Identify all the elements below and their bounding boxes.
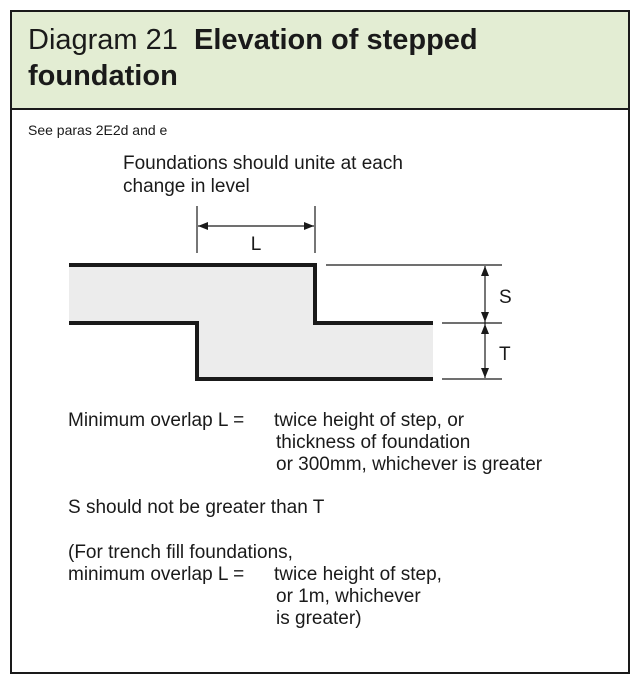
overlap-lead: Minimum overlap L =: [68, 410, 245, 431]
label-t: T: [499, 344, 511, 365]
overlap-line-3: or 300mm, whichever is greater: [276, 454, 543, 475]
dim-l-arrow-left: [198, 222, 208, 230]
s-rule: S should not be greater than T: [68, 497, 325, 518]
note-unite-levels: Foundations should unite at each change in level: [123, 153, 403, 197]
diagram-frame: [10, 10, 630, 674]
dim-t-arrow-bottom: [481, 368, 489, 378]
upper-foundation-block: [69, 265, 317, 323]
trench-line-3: is greater): [276, 608, 362, 629]
trench-lead: minimum overlap L =: [68, 564, 245, 585]
lower-foundation-block: [197, 323, 433, 379]
dim-t-arrow-top: [481, 324, 489, 334]
overlap-line-1: twice height of step, or: [274, 410, 465, 431]
paragraph-reference: See paras 2E2d and e: [28, 122, 168, 138]
diagram-number: Diagram 21: [28, 24, 178, 56]
trench-line-1: twice height of step,: [274, 564, 442, 585]
dim-s-arrow-top: [481, 266, 489, 276]
label-s: S: [499, 287, 512, 308]
diagram-name: Elevation of stepped foundation: [28, 24, 478, 92]
trench-line-0: (For trench fill foundations,: [68, 542, 293, 563]
trench-line-2: or 1m, whichever: [276, 586, 421, 607]
dim-l-arrow-right: [304, 222, 314, 230]
label-l: L: [250, 234, 262, 255]
dim-s-arrow-bottom: [481, 312, 489, 322]
overlap-line-2: thickness of foundation: [276, 432, 471, 453]
